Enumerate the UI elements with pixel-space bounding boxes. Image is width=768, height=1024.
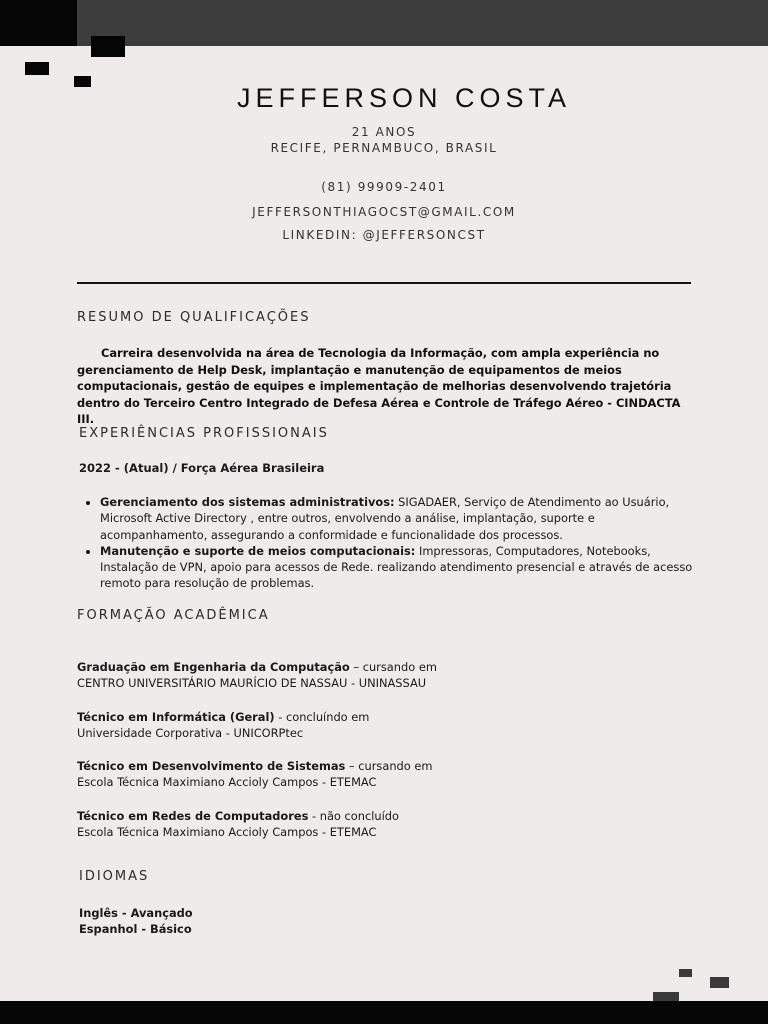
institution: Escola Técnica Maximiano Accioly Campos - ETEMAC [77, 825, 377, 840]
institution: Escola Técnica Maximiano Accioly Campos - ETEMAC [77, 775, 377, 790]
institution: Universidade Corporativa - UNICORPtec [77, 726, 304, 741]
experience-list [79, 494, 700, 592]
course-status: – cursando em [345, 759, 433, 773]
education-heading: FORMAÇÃO ACADÊMICA [77, 608, 270, 623]
job-title: 2022 - (Atual) / Força Aérea Brasileira [79, 461, 325, 475]
course-status: - não concluído [308, 809, 399, 823]
age: 21 ANOS [351, 125, 417, 139]
candidate-name: JEFFERSON COSTA [236, 83, 572, 113]
linkedin: LINKEDIN: @JEFFERSONCST [282, 228, 486, 242]
course-name: Técnico em Informática (Geral) [77, 710, 275, 724]
education-item [77, 709, 369, 742]
divider [77, 282, 691, 284]
course-name: Técnico em Redes de Computadores [77, 809, 309, 823]
decor-block [91, 36, 125, 57]
institution: CENTRO UNIVERSITÁRIO MAURÍCIO DE NASSAU - UNINASSAU [77, 676, 427, 691]
languages-heading: IDIOMAS [79, 869, 150, 884]
education-item [77, 808, 399, 841]
summary-paragraph: Carreira desenvolvida na área de Tecnologia da Informação, com ampla experiência no gerenciamento de Help Desk, implantação e manutenção de equipamentos de meios computacionais, gestão de equipes e implementação de melhorias desenvolvendo trajetória dentro do Terceiro Centro Integrado de Defesa Aérea e Controle de Tráfego Aéreo - CINDACTA III. [77, 346, 681, 426]
location: RECIFE, PERNAMBUCO, BRASIL [270, 141, 498, 155]
item-text: SIGADAER, Serviço de Atendimento ao Usuário, Microsoft Active Directory , entre outros, envolvendo a análise, implantação, suporte e acompanhamento, assegurando a conformidade e funcionalidade dos processos. [100, 495, 670, 542]
summary-text [77, 345, 691, 428]
course-name: Graduação em Engenharia da Computação [77, 660, 350, 674]
decor-block [710, 977, 729, 988]
item-title: Manutenção e suporte de meios computacionais: [100, 543, 416, 558]
languages-list [79, 905, 193, 938]
course-status: - concluíndo em [274, 710, 370, 724]
item-text: Impressoras, Computadores, Notebooks, Instalação de VPN, apoio para acessos de Rede. realizando atendimento presencial e através de acesso remoto para resolução de problemas. [100, 543, 693, 591]
course-status: – cursando em [349, 660, 437, 674]
decor-block [0, 0, 77, 46]
decor-block [25, 62, 49, 75]
bottom-bar [0, 1001, 768, 1024]
experience-heading: EXPERIÊNCIAS PROFISSIONAIS [79, 426, 329, 441]
language-item: Espanhol - Básico [79, 922, 192, 937]
decor-block [679, 969, 692, 977]
summary-heading: RESUMO DE QUALIFICAÇÕES [77, 310, 311, 325]
list-item [100, 494, 700, 543]
email: JEFFERSONTHIAGOCST@GMAIL.COM [252, 205, 516, 219]
course-name: Técnico em Desenvolvimento de Sistemas [77, 759, 346, 773]
education-item [77, 758, 432, 791]
item-title: Gerenciamento dos sistemas administrativos: [100, 495, 395, 509]
list-item [100, 543, 700, 592]
education-item [77, 659, 437, 692]
language-item: Inglês - Avançado [79, 906, 193, 920]
phone: (81) 99909-2401 [321, 180, 447, 194]
